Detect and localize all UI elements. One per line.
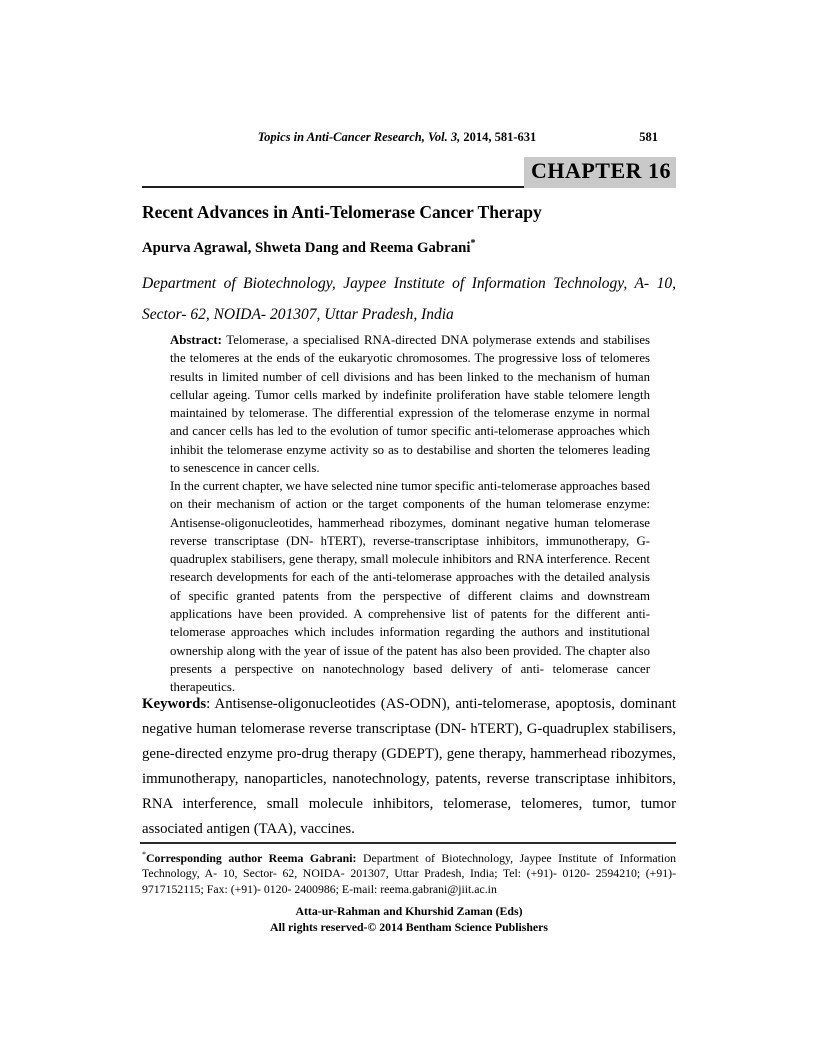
abstract-text-1: Telomerase, a specialised RNA-directed DNA polymerase extends and stabilises the telomeres at the ends of the eukaryotic chromosomes. The progressive loss of telomeres results in limited number of cell divisions and has been linked to the mechanism of human cellular ageing. Tumor cells marked by indefinite proliferation have stable telomere length maintained by telomerase. The differential expression of the telomerase enzyme in normal and cancer cells has led to the evolution of tumor specific anti-telomerase approaches which inhibit the telomerase enzyme activity so as to destabilise and shorten the telomeres leading to senescence in cancer cells. [170, 333, 651, 476]
keywords-label: Keywords [142, 696, 207, 712]
publisher-footer [142, 904, 676, 935]
page-title: Recent Advances in Anti-Telomerase Cancer Therapy [142, 202, 542, 222]
running-header [142, 130, 676, 148]
page-number: 581 [639, 130, 658, 144]
running-title [130, 130, 664, 145]
chapter-banner-row [142, 157, 676, 188]
abstract-paragraph-2: In the current chapter, we have selected nine tumor specific anti-telomerase approaches based on their mechanism of action or the target components of the human telomerase enzyme: Antisense-oligonucleotides, hammerhead ribozymes, dominant negative human telomerase reverse transcriptase (DN- hTERT), reverse-transcriptase inhibitors, immunotherapy, G-quadruplex stabilisers, gene therapy, small molecule inhibitors and RNA interference. Recent research developments for each of the anti-telomerase approaches with the detailed analysis of specific granted patents from the perspective of different claims and downstream applications have been provided. A comprehensive list of patents for the different anti-telomerase approaches which includes information regarding the authors and institutional ownership along with the year of issue of the patent has also been provided. The chapter also presents a perspective on nanotechnology based delivery of anti- telomerase cancer therapeutics. [170, 479, 650, 695]
authors-names: Apurva Agrawal, Shweta Dang and Reema Gabrani [142, 239, 471, 256]
keywords-paragraph [142, 692, 676, 842]
footer-editors-line: Atta-ur-Rahman and Khurshid Zaman (Eds) [295, 904, 523, 918]
affiliation: Department of Biotechnology, Jaypee Institute of Information Technology, A- 10, Sector- 62, NOIDA- 201307, Uttar Pradesh, India [142, 275, 676, 323]
chapter-banner: CHAPTER 16 [524, 157, 676, 188]
corresponding-author-asterisk: * [470, 238, 476, 249]
keywords-text: : Antisense-oligonucleotides (AS-ODN), anti-telomerase, apoptosis, dominant negative human telomerase reverse transcriptase (DN- hTERT), G-quadruplex stabilisers, gene-directed enzyme pro-drug therapy (GDEPT), gene therapy, hammerhead ribozymes, immunotherapy, nanoparticles, nanotechnology, patents, reverse transcriptase inhibitors, RNA interference, small molecule inhibitors, telomerase, telomeres, tumor, tumor associated antigen (TAA), vaccines. [142, 696, 676, 837]
running-title-year-pages: 2014, 581-631 [463, 130, 537, 144]
footnote-divider-rule [140, 842, 676, 844]
abstract-paragraph-1 [170, 331, 650, 477]
footnote-asterisk: * [142, 850, 146, 859]
corresponding-author-footnote [142, 847, 676, 897]
authors-line [142, 238, 676, 257]
footnote-text: Department of Biotechnology, Jaypee Institute of Information Technology, A- 10, Sector- 62, NOIDA- 201307, Uttar Pradesh, India; Tel: (+91)- 0120- 2594210; (+91)- 9717152115; Fax: (+91)- 0120- 2400986; E-mail: reema.gabrani@jiit.ac.in [142, 850, 676, 896]
abstract-label: Abstract: [170, 333, 222, 347]
footnote-bold-label: Corresponding author Reema Gabrani: [146, 850, 357, 865]
footer-copyright-line: All rights reserved-© 2014 Bentham Science Publishers [270, 919, 548, 934]
running-title-journal: Topics in Anti-Cancer Research, Vol. 3, [257, 130, 461, 144]
